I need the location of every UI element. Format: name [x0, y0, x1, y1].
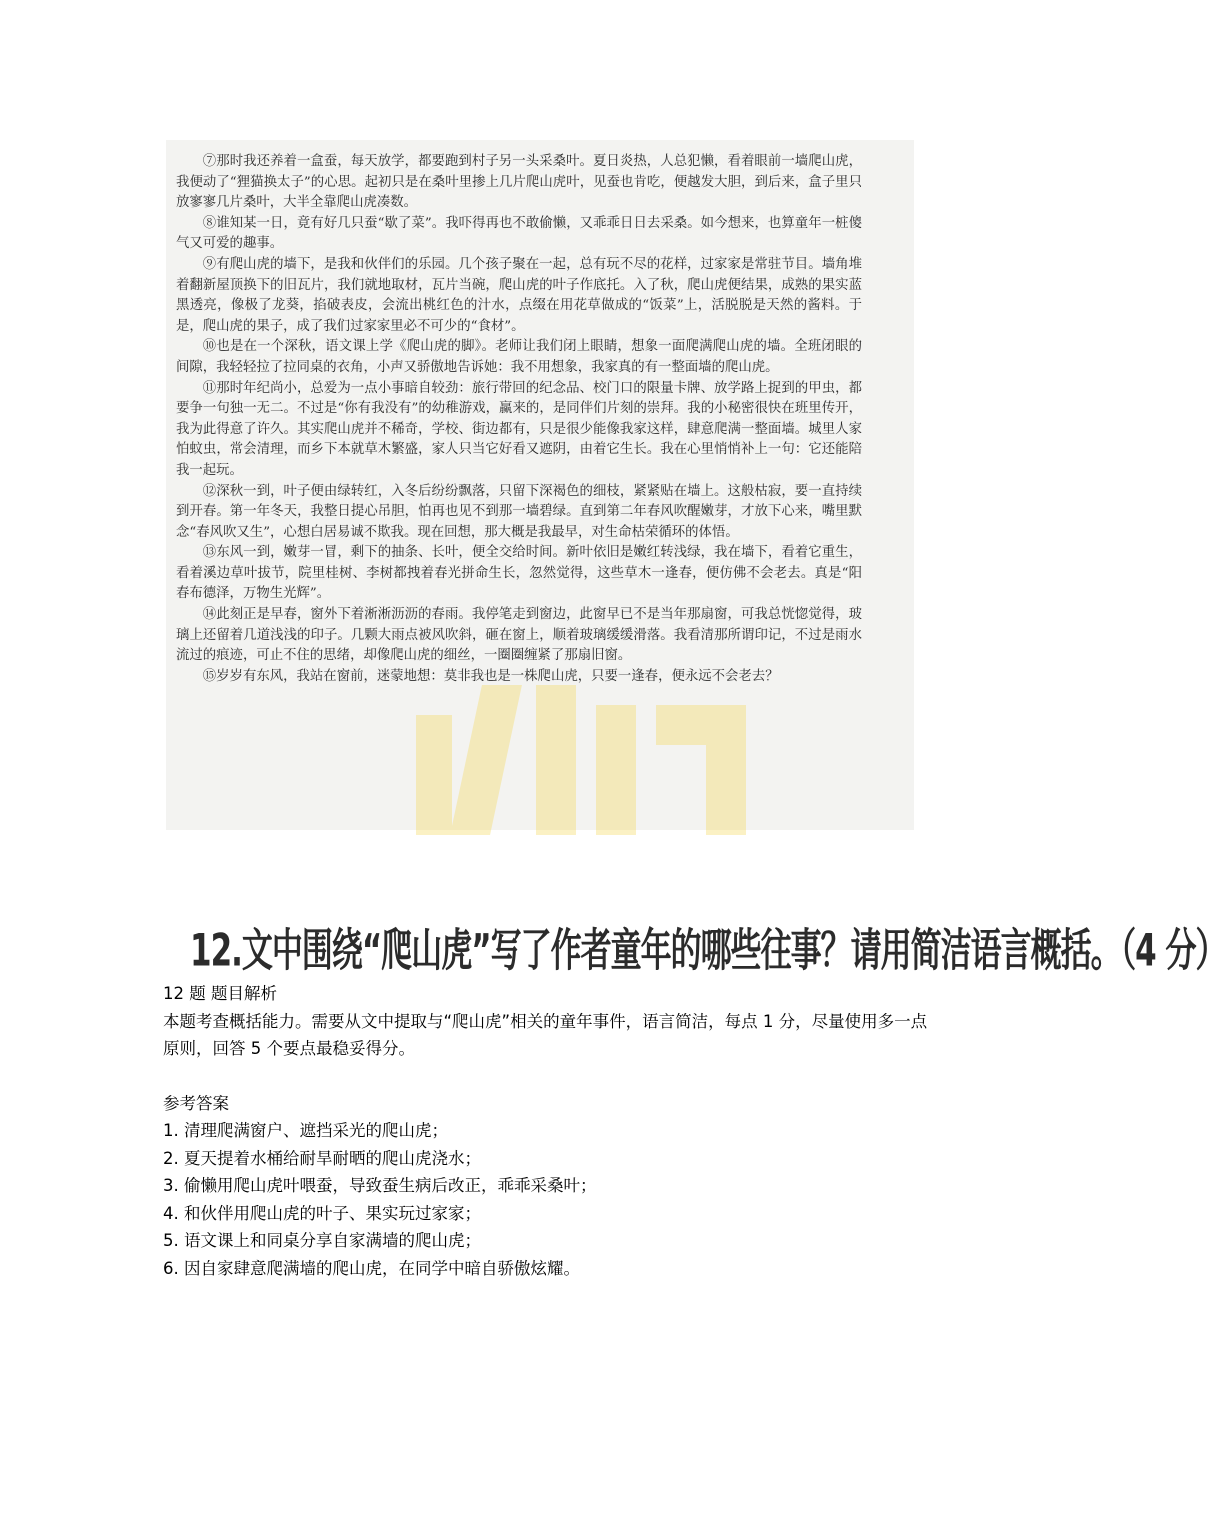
answer-section: [163, 980, 943, 1282]
answer-item: 3. 偷懒用爬山虎叶喂蚕，导致蚕生病后改正，乖乖采桑叶；: [163, 1176, 597, 1195]
question-heading: 12.文中围绕“爬山虎”写了作者童年的哪些往事？请用简洁语言概括。（4 分）: [190, 924, 1226, 977]
answer-item: 4. 和伙伴用爬山虎的叶子、果实玩过家家；: [163, 1203, 481, 1223]
spacer: [163, 1063, 943, 1090]
passage-paragraph-10: ⑩也是在一个深秋，语文课上学《爬山虎的脚》。老师让我们闭上眼睛，想象一面爬满爬山虎的墙。全班闭眼的间隙，我轻轻拉了拉同桌的衣角，小声又骄傲地告诉她：我不用想象，我家真的有一整面墙的爬山虎。: [176, 339, 862, 375]
analysis-title: 12 题 题目解析: [163, 984, 277, 1003]
answer-item: 1. 清理爬满窗户、遮挡采光的爬山虎；: [163, 1121, 448, 1140]
answer-item: 6. 因自家肆意爬满墙的爬山虎，在同学中暗自骄傲炫耀。: [163, 1258, 580, 1278]
passage-paragraph-9: ⑨有爬山虎的墙下，是我和伙伴们的乐园。几个孩子聚在一起，总有玩不尽的花样，过家家是常驻节目。墙角堆着翻新屋顶换下的旧瓦片，我们就地取材，瓦片当碗，爬山虎的叶子作底托。入了秋，爬山虎便结果，成熟的果实蓝黑透亮，像极了龙葵，掐破表皮，会流出桃红色的汁水，点缀在用花草做成的“饭菜”上，活脱脱是天然的酱料。于是，爬山虎的果子，成了我们过家家里必不可少的“食材”。: [176, 256, 862, 334]
passage-paragraph-11: ⑪那时年纪尚小，总爱为一点小事暗自较劲：旅行带回的纪念品、校门口的限量卡牌、放学路上捉到的甲虫，都要争一句独一无二。不过是“你有我没有”的幼稚游戏，赢来的，是同伴们片刻的崇拜。我的小秘密很快在班里传开，我为此得意了许久。其实爬山虎并不稀奇，学校、街边都有，只是很少能像我家这样，肆意爬满一整面墙。城里人家怕蚊虫，常会清理，而乡下本就草木繁盛，家人只当它好看又遮阴，由着它生长。我在心里悄悄补上一句：它还能陪我一起玩。: [176, 380, 862, 478]
passage-paragraph-14: ⑭此刻正是早春，窗外下着淅淅沥沥的春雨。我停笔走到窗边，此窗早已不是当年那扇窗，可我总恍惚觉得，玻璃上还留着几道浅浅的印子。几颗大雨点被风吹斜，砸在窗上，顺着玻璃缓缓滑落。我看清那所谓印记，不过是雨水流过的痕迹，可止不住的思绪，却像爬山虎的细丝，一圈圈缠紧了那扇旧窗。: [176, 607, 862, 664]
answer-item: 5. 语文课上和同桌分享自家满墙的爬山虎；: [163, 1231, 481, 1250]
passage-paragraph-8: ⑧谁知某一日，竟有好几只蚕“歇了菜”。我吓得再也不敢偷懒，又乖乖日日去采桑。如今想来，也算童年一桩傻气又可爱的趣事。: [176, 215, 862, 252]
reference-answer-list: [163, 1117, 943, 1282]
analysis-body: 本题考查概括能力。需要从文中提取与“爬山虎”相关的童年事件，语言简洁，每点 1 分，尽量使用多一点原则，回答 5 个要点最稳妥得分。: [163, 1011, 928, 1058]
scanned-passage-image: [166, 140, 914, 830]
reference-answer-title: 参考答案: [163, 1093, 229, 1113]
watermark-logo: [416, 685, 746, 835]
passage-paragraph-13: ⑬东风一到，嫩芽一冒，剩下的抽条、长叶，便全交给时间。新叶依旧是嫩红转浅绿，我在墙下，看着它重生，看着溪边草叶拔节，院里桂树、李树都拽着春光拼命生长，忽然觉得，这些草木一逢春，便仿佛不会老去。真是“阳春布德泽，万物生光辉”。: [176, 545, 862, 602]
answer-item: 2. 夏天提着水桶给耐旱耐晒的爬山虎浇水；: [163, 1148, 481, 1168]
passage-text: [176, 152, 862, 687]
passage-paragraph-15: ⑮岁岁有东风，我站在窗前，迷蒙地想：莫非我也是一株爬山虎，只要一逢春，便永远不会老去？: [202, 668, 779, 684]
passage-paragraph-12: ⑫深秋一到，叶子便由绿转红，入冬后纷纷飘落，只留下深褐色的细枝，紧紧贴在墙上。这般枯寂，要一直持续到开春。第一年冬天，我整日提心吊胆，怕再也见不到那一墙碧绿。直到第二年春风吹醒嫩芽，才放下心来，嘴里默念“春风吹又生”，心想白居易诚不欺我。现在回想，那大概是我最早，对生命枯荣循环的体悟。: [176, 483, 862, 540]
passage-paragraph-7: ⑦那时我还养着一盒蚕，每天放学，都要跑到村子另一头采桑叶。夏日炎热，人总犯懒，看着眼前一墙爬山虎，我便动了“狸猫换太子”的心思。起初只是在桑叶里掺上几片爬山虎叶，见蚕也肯吃，便越发大胆，到后来，盒子里只放寥寥几片桑叶，大半全靠爬山虎凑数。: [176, 154, 862, 211]
